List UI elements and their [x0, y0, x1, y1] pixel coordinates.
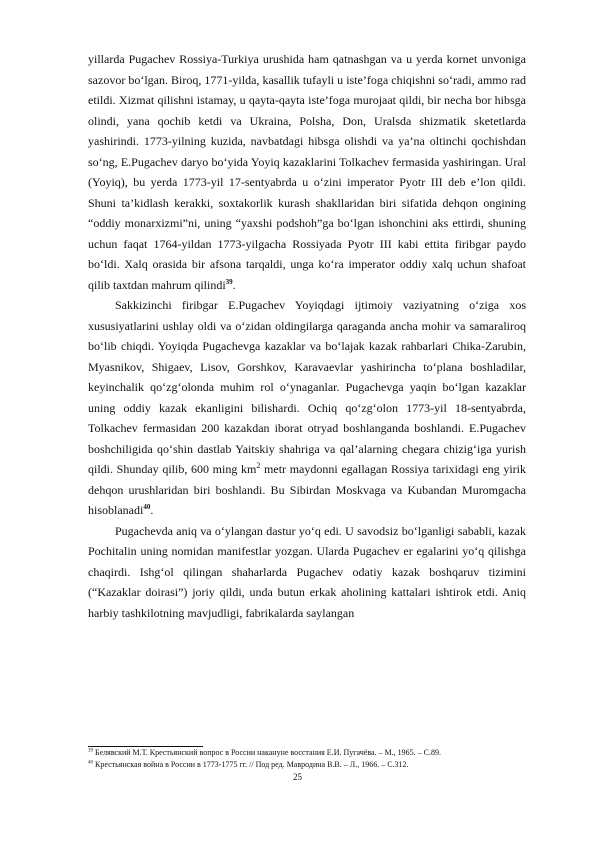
footnotes [88, 747, 528, 771]
footnote-40 [88, 759, 528, 771]
footnote-ref-39: 39 [225, 277, 233, 286]
body-text [88, 49, 526, 623]
footnote-39 [88, 747, 528, 759]
paragraph-2 [88, 295, 526, 521]
footnote-number: 40 [88, 760, 93, 766]
footnote-text: Крестьянская война в России в 1773-1775 гг. // Под ред. Мавродина В.В. – Л., 1966. – С.312. [93, 760, 409, 769]
page-number: 25 [293, 772, 302, 782]
superscript-2: 2 [256, 461, 261, 470]
paragraph-1-end: . [232, 277, 236, 292]
paragraph-3 [88, 521, 526, 624]
footnote-text: Белявский М.Т. Крестьянский вопрос в России накануне восстания Е.И. Пугачёва. – М., 1965. – С.89. [93, 748, 442, 757]
paragraph-2-end: . [150, 503, 154, 517]
paragraph-2-text: Sakkizinchi firibgar E.Pugachev Yoyiqdagi ijtimoiy vaziyatning o‘ziga xos xususiyatlarini ushlay oldi va o‘zidan oldingilarga qaraganda ancha mohir va samaraliroq bo‘lib chiqdi. Yoyiqda Pugachevga kazaklar va bo‘lajak kazak rahbarlari Chika-Zarubin, Myasnikov, Shigaev, Lisov, Gorshkov, Karavaevlar yashirincha to‘plana boshladilar, keyinchalik qo‘zg‘olonda muhim rol o‘ynaganlar. Pugachevga yaqin bo‘lgan kazaklar uning oddiy kazak ekanligini bilishardi. Ochiq qo‘zg‘olon 1773-yil 18-sentyabrda, Tolkachev fermasidan 200 kazakdan iborat otryad boshlanganda boshlandi. E.Pugachev boshchiligida qo‘shin dastlab Yaitskiy shahriga va qal’alarning chegara chizig‘iga yurish qildi. Shunday qilib, 600 ming km [88, 298, 526, 476]
paragraph-1 [88, 49, 526, 295]
footnote-ref-40: 40 [143, 503, 151, 511]
paragraph-2-text-continued: metr maydonni egallagan Rossiya tarixidagi eng yirik dehqon urushlaridan biri boshlandi. Bu Sibirdan Moskvaga va Kubandan Muromgacha hisoblanadi [88, 462, 526, 517]
paragraph-3-text: Pugachevda aniq va o‘ylangan dastur yo‘q edi. U savodsiz bo‘lganligi sababli, kazak Pochitalin uning nomidan manifestlar yozgan. Ularda Pugachev er egalarini yo‘q qilishga chaqirdi. Ishg‘ol qilingan shaharlarda Pugachev odatiy kazak boshqaruv tizimini (“Kazaklar doirasi”) joriy qildi, unda butun erkak aholining kattalari ishtirok etdi. Aniq harbiy tashkilotning mavjudligi, fabrikalarda saylangan [88, 523, 526, 620]
paragraph-1-text: yillarda Pugachev Rossiya-Turkiya urushida ham qatnashgan va u yerda kornet unvoniga sazovor bo‘lgan. Biroq, 1771-yilda, kasallik tufayli u iste’foga chiqishni so‘radi, ammo rad etildi. Xizmat qilishni istamay, u qayta-qayta iste’foga murojaat qildi, bir necha bor hibsga olindi, yana qochib ketdi va Ukraina, Polsha, Don, Uralsda shizmatik sketetlarda yashirindi. 1773-yilning kuzida, navbatdagi hibsga olishdi va ya’na oltinchi qochishdan so‘ng, E.Pugachev daryo bo‘yida Yoyiq kazaklarini Tolkachev fermasida yashiringan. Ural (Yoyiq), bu yerda 1773-yil 17-sentyabrda u o‘zini imperator Pyotr III deb e’lon qildi. Shuni ta’kidlash kerakki, soxtakorlik kurash shakllaridan biri sifatida dehqon ongining “oddiy monarxizmi”ni, uning “yaxshi podshoh”ga bo‘lgan ishonchini aks ettirdi, shuning uchun faqat 1764-yildan 1773-yilgacha Rossiyada Pyotr III kabi ettita firibgar paydo bo‘ldi. Xalq orasida bir afsona tarqaldi, unga ko‘ra imperator oddiy xalq uchun shafoat qilib taxtdan mahrum qilindi [88, 52, 526, 292]
footnote-number: 39 [88, 748, 93, 754]
